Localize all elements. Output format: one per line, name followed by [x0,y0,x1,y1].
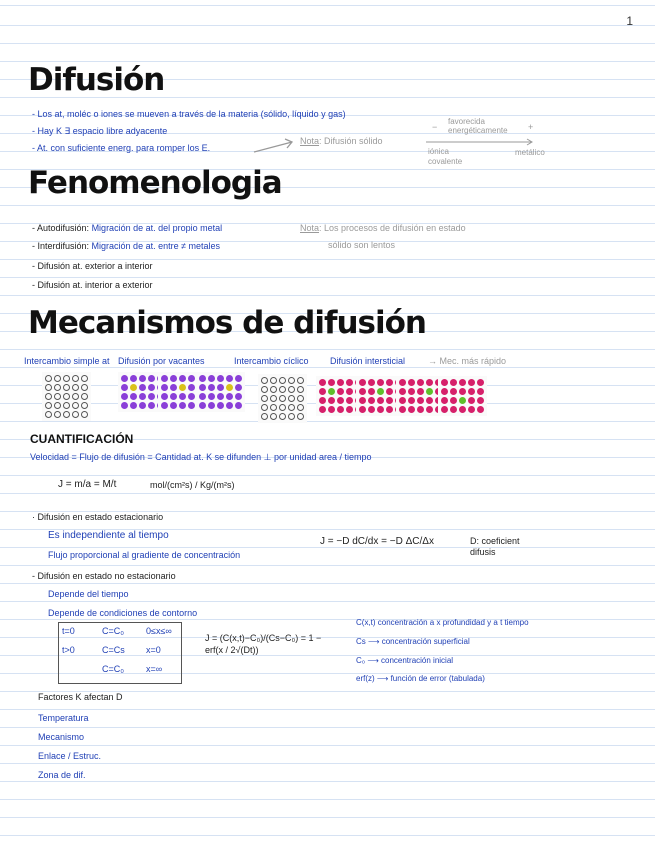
atom [121,402,128,409]
atom [208,393,215,400]
atom [270,395,277,402]
atom [179,375,186,382]
note-fenomenologia: Nota: Los procesos de difusión en estado [300,223,466,233]
atom [179,393,186,400]
atom [279,413,286,420]
atom [368,397,375,404]
atom [235,402,242,409]
estacionario-title: · Difusión en estado estacionario [32,512,164,522]
atom [450,379,457,386]
atom [121,393,128,400]
atom [297,413,304,420]
atom [288,413,295,420]
velocidad-definition: Velocidad = Flujo de difusión = Cantidad at. K se difunden ⊥ por unidad area / tiempo [30,452,372,462]
atom [139,393,146,400]
section-title-mecanismos: Mecanismos de difusión [28,305,426,341]
atom [72,375,79,382]
atom [261,404,268,411]
table-cell: C=C₀ [102,664,124,674]
atom [188,393,195,400]
atom [63,384,70,391]
bullet: - Los at, moléc o iones se mueven a través de la materia (sólido, líquido y gas) [32,109,346,119]
scale-top-label: favorecida energéticamente [448,117,508,135]
atom [477,388,484,395]
atom [226,384,233,391]
atom [199,393,206,400]
atom [270,377,277,384]
atom [408,397,415,404]
atom [459,406,466,413]
atom [261,386,268,393]
mechanism-note: → Mec. más rápido [428,356,507,366]
atom [261,413,268,420]
atom [297,377,304,384]
atom [279,404,286,411]
atom [288,386,295,393]
atom [337,406,344,413]
fenomenologia-item: - Difusión at. interior a exterior [32,280,153,290]
atom [45,402,52,409]
atom [468,379,475,386]
table-cell: C=C₀ [102,626,124,636]
scale-plus: + [528,122,534,132]
atom [63,375,70,382]
atom [72,411,79,418]
atom [54,375,61,382]
atom [368,388,375,395]
atom [359,397,366,404]
atom [45,384,52,391]
atom [408,379,415,386]
atom [328,397,335,404]
atom [399,397,406,404]
flux-formula: J = m/a = M/t [58,479,117,490]
atom [279,377,286,384]
atom [368,406,375,413]
atom [217,384,224,391]
atom [288,404,295,411]
atom [477,406,484,413]
atom [426,388,433,395]
d-coefficient-label: D: coeficient difusis [470,536,520,557]
atom [208,384,215,391]
diagram-vacancy-3 [196,372,245,412]
mechanism-label: Difusión por vacantes [118,356,205,366]
atom [217,393,224,400]
atom [426,379,433,386]
atom [81,393,88,400]
atom [199,402,206,409]
atom [188,402,195,409]
estacionario-point: Flujo proporcional al gradiente de concentración [48,550,241,560]
atom [208,375,215,382]
atom [417,397,424,404]
section-title-difusion: Difusión [28,62,165,98]
atom [337,379,344,386]
atom [188,384,195,391]
legend-item: C₀ ⟶ concentración inicial [356,656,454,665]
scale-minus: − [432,122,438,132]
fick-second-law: J = (C(x,t)−C₀)/(Cs−C₀) = 1 − erf(x / 2√(Dt)) [205,633,322,655]
atom [468,388,475,395]
atom [377,379,384,386]
mechanism-label: Intercambio cíclico [234,356,309,366]
atom [417,379,424,386]
atom [319,397,326,404]
atom [441,397,448,404]
atom [359,388,366,395]
atom [417,406,424,413]
atom [426,397,433,404]
atom [270,404,277,411]
atom [130,375,137,382]
atom [337,397,344,404]
atom [319,388,326,395]
factor-item: Zona de dif. [38,770,86,780]
atom [450,397,457,404]
atom [288,377,295,384]
atom [399,388,406,395]
atom [179,402,186,409]
atom [199,384,206,391]
scale-arrow-icon [426,138,536,146]
estacionario-point: Es independiente al tiempo [48,530,169,541]
atom [297,404,304,411]
atom [468,406,475,413]
atom [226,375,233,382]
atom [399,406,406,413]
fenomenologia-item: - Difusión at. exterior a interior [32,261,153,271]
atom [450,388,457,395]
atom [63,411,70,418]
atom [72,393,79,400]
atom [148,393,155,400]
table-cell: x=∞ [146,664,163,674]
atom [328,379,335,386]
factor-item: Enlace / Estruc. [38,751,102,761]
atom [337,388,344,395]
atom [63,402,70,409]
atom [54,393,61,400]
atom [297,386,304,393]
atom [408,388,415,395]
atom [441,379,448,386]
factor-item: Temperatura [38,713,89,723]
atom [54,384,61,391]
no-estacionario-title: - Difusión en estado no estacionario [32,571,176,581]
atom [377,406,384,413]
diagram-cyclic-exchange [258,374,307,423]
note-difusion: Nota: Difusión sólido [300,136,383,146]
atom [161,375,168,382]
legend-item: Cs ⟶ concentración superficial [356,637,470,646]
atom [235,393,242,400]
section-title-cuantificacion: CUANTIFICACIÓN [30,432,134,446]
atom [377,397,384,404]
atom [148,384,155,391]
atom [148,402,155,409]
table-cell: C=Cs [102,645,125,655]
table-cell: 0≤x≤∞ [146,626,172,636]
fick-first-law: J = −D dC/dx = −D ΔC/Δx [320,536,434,547]
atom [459,379,466,386]
atom [279,395,286,402]
scale-right: metálico [515,148,545,157]
atom [81,411,88,418]
atom [288,395,295,402]
flux-units: mol/(cm²s) / Kg/(m²s) [150,480,235,490]
atom [179,384,186,391]
atom [359,379,366,386]
atom [54,411,61,418]
atom [377,388,384,395]
mechanism-label: Difusión intersticial [330,356,406,366]
atom [139,384,146,391]
atom [297,395,304,402]
atom [346,379,353,386]
atom [270,413,277,420]
atom [226,393,233,400]
atom [130,384,137,391]
atom [161,384,168,391]
atom [319,406,326,413]
atom [477,379,484,386]
atom [368,379,375,386]
atom [319,379,326,386]
atom [130,402,137,409]
atom [81,402,88,409]
bullet: - At. con suficiente energ. para romper los E. [32,143,211,153]
scale-left: iónica covalente [428,147,463,166]
atom [441,406,448,413]
atom [208,402,215,409]
page-number: 1 [626,14,633,28]
atom [261,395,268,402]
atom [399,379,406,386]
atom [279,386,286,393]
mechanism-label: Intercambio simple at [24,356,110,366]
atom [130,393,137,400]
atom [261,377,268,384]
atom [270,386,277,393]
atom [328,388,335,395]
atom [386,388,393,395]
atom [148,375,155,382]
atom [417,388,424,395]
no-estacionario-point: Depende de condiciones de contorno [48,608,198,618]
atom [121,384,128,391]
atom [45,393,52,400]
atom [72,384,79,391]
note-fenomenologia-2: sólido son lentos [328,240,396,250]
table-cell: x=0 [146,645,161,655]
atom [161,402,168,409]
atom [121,375,128,382]
atom [170,402,177,409]
atom [139,402,146,409]
atom [468,397,475,404]
atom [346,388,353,395]
atom [45,411,52,418]
atom [441,388,448,395]
atom [408,406,415,413]
atom [170,393,177,400]
atom [81,375,88,382]
no-estacionario-point: Depende del tiempo [48,589,129,599]
fenomenologia-item: - Interdifusión: Migración de at. entre ≠ metales [32,241,221,251]
legend-item: C(x,t) concentración a x profundidad y a t tiempo [356,618,529,627]
atom [81,384,88,391]
section-title-fenomenologia: Fenomenologia [28,165,282,201]
atom [346,397,353,404]
atom [170,375,177,382]
atom [346,406,353,413]
diagram-interstitial-4 [438,376,487,416]
atom [217,375,224,382]
arrow-icon [252,138,296,154]
atom [199,375,206,382]
table-cell: t>0 [62,645,75,655]
atom [450,406,457,413]
bullet: - Hay K ∃ espacio libre adyacente [32,126,168,136]
legend-item: erf(z) ⟶ función de error (tabulada) [356,674,485,683]
atom [161,393,168,400]
atom [459,397,466,404]
atom [45,375,52,382]
diagram-simple-exchange [42,372,91,421]
factor-item: Mecanismo [38,732,85,742]
atom [72,402,79,409]
table-cell: t=0 [62,626,75,636]
atom [386,397,393,404]
atom [426,406,433,413]
atom [170,384,177,391]
atom [459,388,466,395]
atom [54,402,61,409]
atom [217,402,224,409]
fenomenologia-item: - Autodifusión: Migración de at. del propio metal [32,223,223,233]
atom [139,375,146,382]
atom [359,406,366,413]
atom [477,397,484,404]
atom [188,375,195,382]
atom [386,379,393,386]
atom [63,393,70,400]
atom [386,406,393,413]
atom [235,384,242,391]
atom [226,402,233,409]
factores-title: Factores K afectan D [38,692,123,702]
atom [235,375,242,382]
atom [328,406,335,413]
